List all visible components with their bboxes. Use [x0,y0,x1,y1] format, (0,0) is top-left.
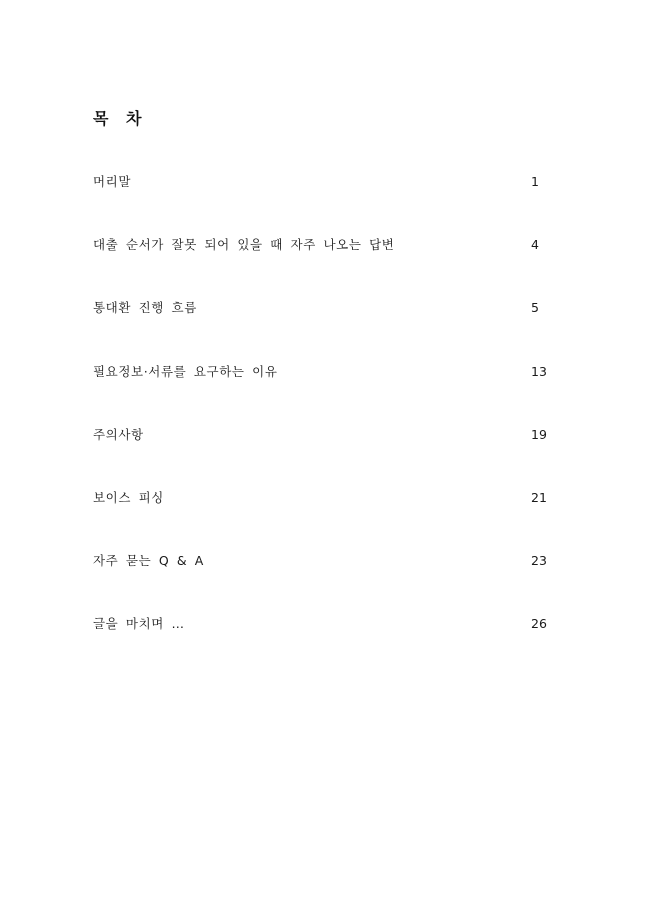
toc-entry[interactable] [93,423,563,486]
toc-entry-label: 보이스 피싱 [93,489,164,505]
toc-entry-label: 주의사항 [93,426,144,442]
toc-list [93,170,563,676]
toc-entry-label: 머리말 [93,174,132,189]
toc-title: 목 차 [93,109,148,128]
toc-entry-page: 19 [531,426,547,442]
toc-entry-page: 13 [531,363,547,379]
toc-entry-label: 글을 마치며 … [93,616,185,632]
toc-entry[interactable] [93,170,563,233]
toc-entry-page: 1 [531,174,539,189]
toc-entry-label: 필요정보·서류를 요구하는 이유 [93,363,278,379]
toc-entry[interactable] [93,296,563,359]
toc-entry-page: 26 [531,616,547,632]
toc-entry[interactable] [93,360,563,423]
toc-entry-page: 5 [531,300,539,316]
toc-entry-label: 대출 순서가 잘못 되어 있을 때 자주 나오는 답변 [93,237,395,253]
toc-entry[interactable] [93,486,563,549]
toc-entry[interactable] [93,233,563,296]
toc-entry-label: 자주 묻는 Q & A [93,553,204,569]
toc-entry-page: 21 [531,489,547,505]
toc-entry-page: 4 [531,237,539,253]
toc-entry-label: 통대환 진행 흐름 [93,300,197,316]
toc-entry[interactable] [93,549,563,612]
toc-entry[interactable] [93,612,563,675]
toc-entry-page: 23 [531,553,547,569]
